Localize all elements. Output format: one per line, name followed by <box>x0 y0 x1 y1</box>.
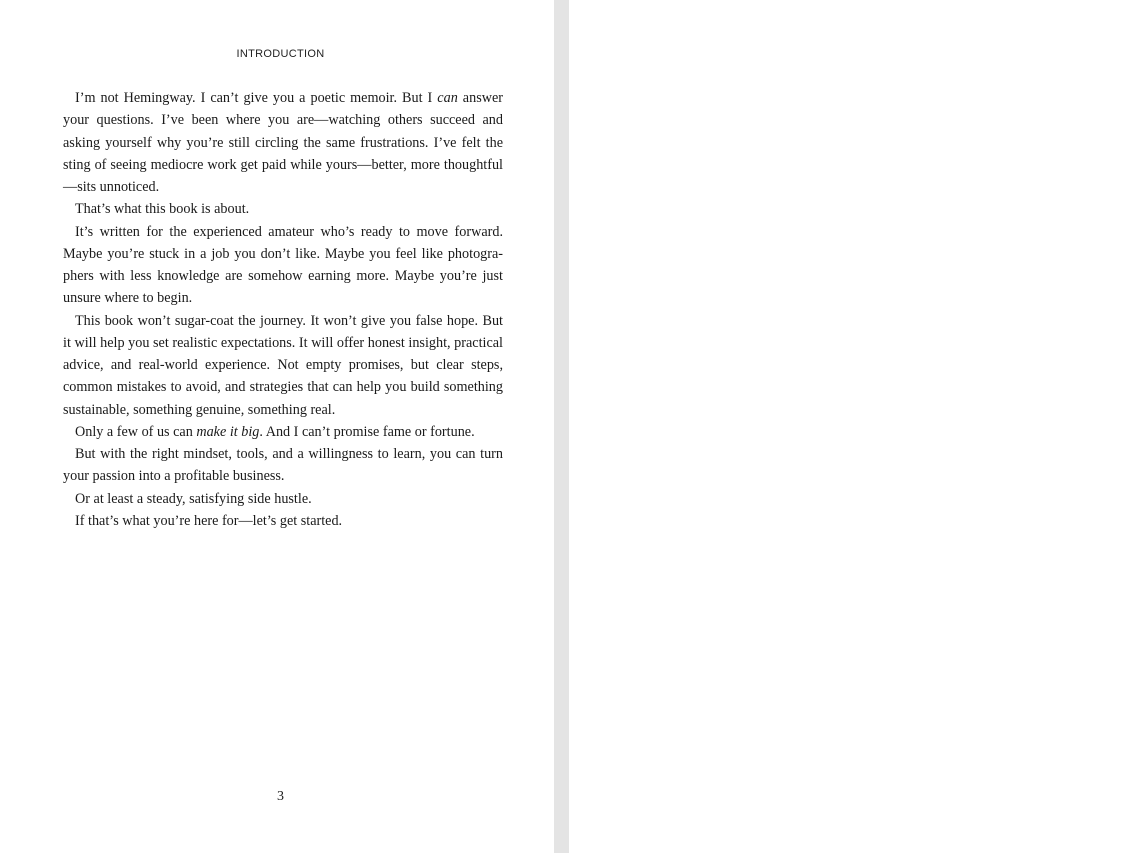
paragraph: Or at least a steady, satisfying side hustle. <box>75 490 312 507</box>
page-gutter <box>554 0 569 853</box>
running-head: INTRODUCTION <box>236 48 325 60</box>
left-page <box>0 0 554 853</box>
paragraph: It’s written for the experienced amateur who’s ready to move forward. Maybe you’re stuck in a job you don’t like. Maybe you feel like photogra-phers with less knowledge are somehow earning more. Maybe you’re just unsure where to begin. <box>63 223 503 307</box>
body-text <box>63 87 503 532</box>
paragraph: I’m not Hemingway. I can’t give you a poetic memoir. But I can answer your questions. I’ve been where you are—watching others succeed and asking yourself why you’re still circling the same frustrations. I’ve felt the sting of seeing mediocre work get paid while yours—better, more thoughtful—sits unnoticed. <box>63 90 503 195</box>
paragraph: If that’s what you’re here for—let’s get started. <box>75 512 343 529</box>
paragraph: That’s what this book is about. <box>75 201 250 218</box>
page-number: 3 <box>277 789 284 804</box>
paragraph: Only a few of us can make it big. And I can’t promise fame or fortune. <box>75 423 475 440</box>
paragraph: This book won’t sugar-coat the journey. It won’t give you false hope. But it will help you set realistic expectations. It will offer honest insight, practical advice, and real-world experience. Not empty promises, but clear steps, common mistakes to avoid, and strategies that can help you build something sustainable, something genuine, something real. <box>63 312 503 418</box>
right-page <box>569 0 1123 853</box>
paragraph: But with the right mindset, tools, and a willingness to learn, you can turn your passion into a profitable business. <box>63 446 503 485</box>
